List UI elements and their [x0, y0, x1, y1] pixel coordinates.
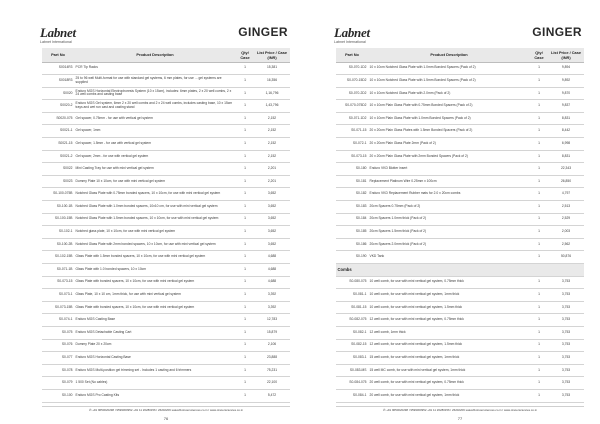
qty-cell: 1: [530, 251, 548, 264]
table-row: [42, 112, 290, 125]
qty-cell: 1: [530, 62, 548, 75]
description-cell: Enduro MGS Multi-position gel trimming set - Includes 1 casting and 6 trimmers: [74, 364, 236, 377]
table-row: [336, 364, 584, 377]
table-row: [336, 125, 584, 138]
table-row: [336, 201, 584, 214]
qty-cell: 1: [530, 289, 548, 302]
qty-cell: 1: [530, 301, 548, 314]
part-no-cell: S0-073-15: [336, 150, 368, 163]
part-no-cell: S0-184: [336, 213, 368, 226]
table-row: [336, 314, 584, 327]
price-table: [336, 48, 584, 403]
table-row: [42, 62, 290, 75]
table-row: [336, 62, 584, 75]
description-cell: 12 well comb, for use with mini vertical gel system, 0.75mm thick: [368, 314, 530, 327]
part-no-cell: S0023: [42, 175, 74, 188]
table-row: [42, 213, 290, 226]
price-cell: 3,652: [254, 201, 290, 214]
description-cell: PCR Tip Racks: [74, 62, 236, 75]
brand-header: [334, 26, 582, 46]
table-body: [336, 62, 584, 402]
part-no-cell: S0-102-15B: [42, 251, 74, 264]
price-cell: 75,231: [254, 364, 290, 377]
qty-cell: 1: [236, 175, 254, 188]
qty-cell: 1: [236, 213, 254, 226]
table-row: [42, 314, 290, 327]
table-row: [336, 352, 584, 365]
part-no-cell: S0-072-1: [336, 138, 368, 151]
col-part-no: Part No: [42, 48, 74, 62]
description-cell: Notched Glass Plate with 1.5mm bonded spacers, 10 x 10cm, for use with mini vertical gel system: [74, 213, 236, 226]
description-cell: 10 x 10cm Notched Glass Plate with 2.0mm (Pack of 2): [368, 87, 530, 100]
table-row: [336, 377, 584, 390]
qty-cell: 1: [236, 377, 254, 390]
price-cell: 4,688: [254, 251, 290, 264]
price-cell: 26,850: [548, 175, 584, 188]
qty-cell: 1: [530, 364, 548, 377]
part-no-cell: S0-082-075: [336, 314, 368, 327]
table-row: [336, 188, 584, 201]
description-cell: 15 well MC comb, for use with mini vertical gel system, 1mm thick: [368, 364, 530, 377]
description-cell: Gel spacer, 2mm - for use with vertical gel system: [74, 150, 236, 163]
col-description: Product Description: [74, 48, 236, 62]
section-title: Combs: [336, 264, 584, 277]
description-cell: Glass Plate with 1.5mm bonded spacers, 10 x 10cm, for use with mini vertical gel system: [74, 251, 236, 264]
price-cell: 2,529: [548, 213, 584, 226]
table-row: [336, 326, 584, 339]
table-row: [42, 289, 290, 302]
price-cell: 8,442: [548, 125, 584, 138]
part-no-cell: S0021-2: [42, 150, 74, 163]
qty-cell: 1: [530, 314, 548, 327]
price-cell: 2,152: [254, 112, 290, 125]
table-row: [42, 163, 290, 176]
description-cell: Glass Plate with 1.0 bonded spacers, 10 x 10cm: [74, 264, 236, 277]
description-cell: 10 x 10cm Notched Glass Plate with 1.5mm Bonded Spacers (Pack of 2): [368, 75, 530, 88]
description-cell: 20cm Spacers 2.0mm thick (Pack of 2): [368, 238, 530, 251]
price-cell: 16,356: [254, 75, 290, 88]
table-row: [42, 264, 290, 277]
price-cell: 2,562: [548, 238, 584, 251]
qty-cell: 1: [236, 226, 254, 239]
description-cell: Enduro MGS Pro Casting Kits: [74, 389, 236, 402]
table-row: [336, 301, 584, 314]
ginger-logo: GINGER: [238, 25, 288, 39]
description-cell: Enduro VKD Replacement Rubber mats for 2.0 x 20cm combs: [368, 188, 530, 201]
description-cell: 15 well comb, for use with mini vertical gel system, 1mm thick: [368, 352, 530, 365]
contact-footer: ✆ +91 9650020298 | 9599060952 +91 11 26280156 | 26202206 sales@gingersciences.co.in | www.gingersciences.co.in: [42, 406, 290, 411]
description-cell: 20 x 20cm Plain Glass Plate 2mm (Pack of 2): [368, 138, 530, 151]
col-price: List Price / Case (INR): [548, 48, 584, 62]
qty-cell: 1: [530, 339, 548, 352]
table-row: [336, 289, 584, 302]
col-price: List Price / Case (INR): [254, 48, 290, 62]
table-row: [336, 75, 584, 88]
price-cell: 50,876: [548, 251, 584, 264]
price-cell: 8,831: [548, 112, 584, 125]
description-cell: Enduro MGS Horizontal Casting Base: [74, 352, 236, 365]
price-cell: 23,888: [254, 352, 290, 365]
price-cell: 22,100: [254, 377, 290, 390]
price-cell: 2,106: [254, 339, 290, 352]
price-cell: 3,753: [548, 364, 584, 377]
table-row: [42, 138, 290, 151]
price-cell: 2,152: [254, 138, 290, 151]
description-cell: Gel spacer, 1.5mm - for use with vertical gel system: [74, 138, 236, 151]
table-row: [336, 389, 584, 402]
ginger-logo: GINGER: [532, 25, 582, 39]
price-table: [42, 48, 290, 403]
qty-cell: 1: [530, 213, 548, 226]
table-row: [336, 339, 584, 352]
description-cell: 10 well comb, for use with mini vertical gel system, 1.5mm thick: [368, 301, 530, 314]
price-cell: 9,870: [548, 87, 584, 100]
table-row: [336, 175, 584, 188]
part-no-cell: S0-186: [336, 238, 368, 251]
table-row: [336, 238, 584, 251]
price-cell: 2,003: [548, 226, 584, 239]
qty-cell: 1: [236, 289, 254, 302]
qty-cell: 1: [530, 138, 548, 151]
part-no-cell: S0-074-1: [42, 314, 74, 327]
price-cell: 3,652: [254, 238, 290, 251]
qty-cell: 1: [236, 188, 254, 201]
table-row: [336, 150, 584, 163]
qty-cell: 1: [236, 201, 254, 214]
part-no-cell: S0-100-075B: [42, 188, 74, 201]
qty-cell: 1: [236, 87, 254, 100]
part-no-cell: S0-080-075: [336, 276, 368, 289]
price-cell: 3,753: [548, 326, 584, 339]
part-no-cell: S0-081-1: [336, 289, 368, 302]
qty-cell: 1: [236, 163, 254, 176]
part-no-cell: S0-183: [336, 201, 368, 214]
qty-cell: 1: [236, 150, 254, 163]
description-cell: Mini Casting Tray for use with mini vertical gel system: [74, 163, 236, 176]
part-no-cell: S0-100-15B: [42, 213, 74, 226]
part-no-cell: S0-100: [42, 389, 74, 402]
table-body: [42, 62, 290, 402]
description-cell: 20 x 20cm Plain Glass Plate with 2mm Bonded Spacers (Pack of 2): [368, 150, 530, 163]
labnet-logo: Labnet Labnet International: [40, 25, 76, 44]
table-row: [42, 125, 290, 138]
part-no-cell: S0021-1: [42, 125, 74, 138]
part-no-cell: S0-084-1: [336, 389, 368, 402]
description-cell: 20cm Spacers 1.0mm thick (Pack of 2): [368, 213, 530, 226]
col-description: Product Description: [368, 48, 530, 62]
part-no-cell: S0-102-1: [42, 226, 74, 239]
price-cell: 3,392: [254, 301, 290, 314]
description-cell: 10 x 10cm Plain Glass Plate with 1.0mm Bonded Spacers (Pack of 2): [368, 112, 530, 125]
description-cell: Enduro MGS Detachable Casting Cart: [74, 326, 236, 339]
qty-cell: 1: [236, 276, 254, 289]
description-cell: Notched Glass Plate with 2mm bonded spacers, 10 x 10cm, for use with mini vertical gel system: [74, 238, 236, 251]
price-cell: 3,753: [548, 289, 584, 302]
part-no-cell: S0-185: [336, 226, 368, 239]
part-no-cell: S0-082-1: [336, 326, 368, 339]
contact-footer: ✆ +91 9650020298 | 9599060952 +91 11 26280156 | 26202206 sales@gingersciences.co.in | www.gingersciences.co.in: [336, 406, 584, 411]
description-cell: 12 well comb, 1mm thick: [368, 326, 530, 339]
qty-cell: 1: [530, 276, 548, 289]
description-cell: 10 well comb, for use with mini vertical gel system, 1mm thick: [368, 289, 530, 302]
part-no-cell: S0020: [42, 87, 74, 100]
price-cell: 9,892: [548, 75, 584, 88]
part-no-cell: S0-077: [42, 352, 74, 365]
part-no-cell: S0-182: [336, 188, 368, 201]
part-no-cell: S0-190: [336, 251, 368, 264]
description-cell: 10 x 10cm Plain Glass Plate with 0.75mm Bonded Spacers (Pack of 2): [368, 100, 530, 113]
qty-cell: 1: [236, 352, 254, 365]
price-cell: 1,16,796: [254, 87, 290, 100]
description-cell: 20cm Spacers 1.5mm thick (Pack of 2): [368, 226, 530, 239]
price-cell: 3,652: [254, 213, 290, 226]
description-cell: VKD Tank: [368, 251, 530, 264]
description-cell: Enduro MGS Casting Base: [74, 314, 236, 327]
qty-cell: 1: [530, 125, 548, 138]
part-no-cell: S0-079: [42, 377, 74, 390]
table-row: [336, 112, 584, 125]
col-part-no: Part No: [336, 48, 368, 62]
description-cell: Gel spacer, 0.75mm - for use with vertical gel system: [74, 112, 236, 125]
price-cell: 3,753: [548, 389, 584, 402]
description-cell: 20 well comb, for use with mini vertical gel system, 0.75mm thick: [368, 377, 530, 390]
price-cell: 9,837: [548, 100, 584, 113]
page-number: 77: [457, 416, 463, 421]
part-no-cell: S0-071-1D2: [336, 112, 368, 125]
qty-cell: 1: [236, 339, 254, 352]
table-row: [336, 100, 584, 113]
table-row: [42, 276, 290, 289]
description-cell: 1 500 Set (No cables): [74, 377, 236, 390]
qty-cell: 1: [236, 62, 254, 75]
part-no-cell: S0-070-2D2: [336, 87, 368, 100]
price-cell: 3,753: [548, 276, 584, 289]
part-no-cell: S0-073-15: [42, 276, 74, 289]
price-cell: 2,152: [254, 150, 290, 163]
price-cell: 2,152: [254, 125, 290, 138]
price-cell: 3,753: [548, 352, 584, 365]
description-cell: Glass Plate with bonded spacers, 10 x 10cm, for use with mini vertical gel system: [74, 301, 236, 314]
part-no-cell: S0-181: [336, 175, 368, 188]
table-row: [42, 238, 290, 251]
qty-cell: 1: [530, 238, 548, 251]
part-no-cell: S0020-2: [42, 100, 74, 113]
description-cell: Enduro VKD Blotter insert: [368, 163, 530, 176]
table-row: [42, 175, 290, 188]
description-cell: 25 to 96 well Multi-format for use with standard gel systems, 6 mm plates, for use ... gel systems are supplied: [74, 75, 236, 88]
part-no-cell: S0-082-15: [336, 339, 368, 352]
table-row: [42, 87, 290, 100]
part-no-cell: S0-083-1: [336, 352, 368, 365]
description-cell: 10 well comb, for use with mini vertical gel system, 0.75mm thick: [368, 276, 530, 289]
qty-cell: 1: [236, 314, 254, 327]
price-cell: 3,753: [548, 314, 584, 327]
description-cell: Gel spacer, 1mm: [74, 125, 236, 138]
description-cell: 20 x 20cm Plain Glass Plates with 1.5mm Bonded Spacers (Pack of 2): [368, 125, 530, 138]
qty-cell: 1: [530, 163, 548, 176]
qty-cell: 1: [236, 264, 254, 277]
description-cell: Notched Glass Plate with 0.75mm bonded spacers, 10 x 10cm, for use with mini vertical gel system: [74, 188, 236, 201]
description-cell: Notched Glass Plate with 1.0mm bonded spacers, 10x10 cm, for use with mini vertical gel system: [74, 201, 236, 214]
table-row: [42, 364, 290, 377]
table-row: [42, 301, 290, 314]
table-row: [42, 75, 290, 88]
table-row: [336, 251, 584, 264]
description-cell: 12 well comb, for use with mini vertical gel system, 1.5mm thick: [368, 339, 530, 352]
part-no-cell: S0020-075: [42, 112, 74, 125]
price-cell: 1,43,796: [254, 100, 290, 113]
price-cell: 3,652: [254, 188, 290, 201]
table-row: [42, 389, 290, 402]
price-cell: 12,783: [254, 314, 290, 327]
part-no-cell: S0-071-15: [336, 125, 368, 138]
price-cell: 5,472: [254, 389, 290, 402]
part-no-cell: S0021-15: [42, 138, 74, 151]
price-cell: 15,879: [254, 326, 290, 339]
col-qty: Qty/ Case: [236, 48, 254, 62]
price-cell: 3,392: [254, 289, 290, 302]
price-cell: 4,688: [254, 264, 290, 277]
brand-header: [40, 26, 288, 46]
table-row: [336, 226, 584, 239]
part-no-cell: S0-070-075D2: [336, 100, 368, 113]
qty-cell: 1: [530, 389, 548, 402]
table-header: [42, 48, 290, 62]
part-no-cell: S0-070-1D2: [336, 62, 368, 75]
price-cell: 3,753: [548, 339, 584, 352]
table-row: [336, 138, 584, 151]
table-row: [42, 226, 290, 239]
price-cell: 22,343: [548, 163, 584, 176]
part-no-cell: S0-075: [42, 326, 74, 339]
qty-cell: 1: [236, 238, 254, 251]
description-cell: Replacement Platinum Wire 0.25mm x 100cm: [368, 175, 530, 188]
price-cell: 2,201: [254, 163, 290, 176]
part-no-cell: S0-076: [42, 339, 74, 352]
qty-cell: 1: [236, 138, 254, 151]
table-row: [336, 87, 584, 100]
description-cell: 20 well comb, for use with mini vertical gel system, 1mm thick: [368, 389, 530, 402]
description-cell: Glass Plate with bonded spacers, 10 x 10cm, for use with mini vertical gel system: [74, 276, 236, 289]
table-row: [42, 201, 290, 214]
qty-cell: 1: [530, 226, 548, 239]
part-no-cell: S0-100-2B: [42, 238, 74, 251]
price-cell: 2,201: [254, 175, 290, 188]
qty-cell: 1: [236, 301, 254, 314]
description-cell: Dummy Plate 20 x 20cm: [74, 339, 236, 352]
qty-cell: 1: [236, 112, 254, 125]
price-cell: 15,381: [254, 62, 290, 75]
price-cell: 6,998: [548, 138, 584, 151]
description-cell: Notched glass plate, 10 x 10cm, for use with mini vertical gel system: [74, 226, 236, 239]
qty-cell: 1: [236, 389, 254, 402]
part-no-cell: S0-100-1B: [42, 201, 74, 214]
part-no-cell: S0-073-15B: [42, 301, 74, 314]
qty-cell: 1: [530, 112, 548, 125]
qty-cell: 1: [530, 352, 548, 365]
price-cell: 3,753: [548, 377, 584, 390]
table-row: [42, 100, 290, 113]
qty-cell: 1: [530, 75, 548, 88]
table-row: [42, 352, 290, 365]
table-row: [42, 188, 290, 201]
qty-cell: 1: [530, 201, 548, 214]
part-no-cell: S0-081-15: [336, 301, 368, 314]
table-row: [42, 251, 290, 264]
description-cell: 20cm Spacers 0.75mm (Pack of 2): [368, 201, 530, 214]
qty-cell: 1: [530, 188, 548, 201]
catalog-page-left: [12, 0, 294, 424]
part-no-cell: S0-083-MS: [336, 364, 368, 377]
qty-cell: 1: [236, 251, 254, 264]
price-cell: 9,894: [548, 62, 584, 75]
description-cell: Dummy Plate 10 x 10cm, for use with mini vertical gel system: [74, 175, 236, 188]
part-no-cell: S0-070-15D2: [336, 75, 368, 88]
table-row: [336, 276, 584, 289]
price-cell: 3,753: [548, 301, 584, 314]
part-no-cell: S0014R3: [42, 62, 74, 75]
catalog-page-right: [306, 0, 588, 424]
price-cell: 2,513: [548, 201, 584, 214]
part-no-cell: S0-071-1B: [42, 264, 74, 277]
part-no-cell: S0022: [42, 163, 74, 176]
description-cell: Enduro MGS Horizontal Electrophoresis System (10 x 15cm), includes: 6mm plates, 2 x 20 well combs, 2 x 24 well combs and casting base: [74, 87, 236, 100]
labnet-logo: Labnet Labnet International: [334, 25, 370, 44]
part-no-cell: S0018R3: [42, 75, 74, 88]
table-row: [42, 339, 290, 352]
qty-cell: 1: [236, 364, 254, 377]
table-row: [336, 213, 584, 226]
price-cell: 4,797: [548, 188, 584, 201]
qty-cell: 1: [530, 175, 548, 188]
price-cell: 4,688: [254, 276, 290, 289]
part-no-cell: S0-084-075: [336, 377, 368, 390]
part-no-cell: S0-078: [42, 364, 74, 377]
qty-cell: 1: [530, 150, 548, 163]
table-header: [336, 48, 584, 62]
table-row: [42, 150, 290, 163]
description-cell: 10 x 10cm Notched Glass Plate with 1.0mm Bonded Spacers (Pack of 2): [368, 62, 530, 75]
qty-cell: 1: [530, 326, 548, 339]
table-row: [42, 377, 290, 390]
qty-cell: 1: [530, 100, 548, 113]
qty-cell: 1: [530, 87, 548, 100]
description-cell: Enduro MGS Gel system, 6mm 2 x 20 well combs and 2 x 24 well combs, includes casting base, 10 x 15cm trays and wet run cast and casting stand: [74, 100, 236, 113]
qty-cell: 1: [236, 125, 254, 138]
part-no-cell: S0-180: [336, 163, 368, 176]
qty-cell: 1: [236, 326, 254, 339]
qty-cell: 1: [530, 377, 548, 390]
table-row: [336, 163, 584, 176]
price-cell: 3,652: [254, 226, 290, 239]
qty-cell: 1: [236, 75, 254, 88]
price-cell: 8,831: [548, 150, 584, 163]
description-cell: Glass Plate, 10 x 10 cm, 1mm thick, for use with mini vertical gel system: [74, 289, 236, 302]
page-number: 76: [163, 416, 169, 421]
section-header: [336, 264, 584, 277]
qty-cell: 1: [236, 100, 254, 113]
col-qty: Qty/ Case: [530, 48, 548, 62]
table-row: [42, 326, 290, 339]
part-no-cell: S0-073-1: [42, 289, 74, 302]
